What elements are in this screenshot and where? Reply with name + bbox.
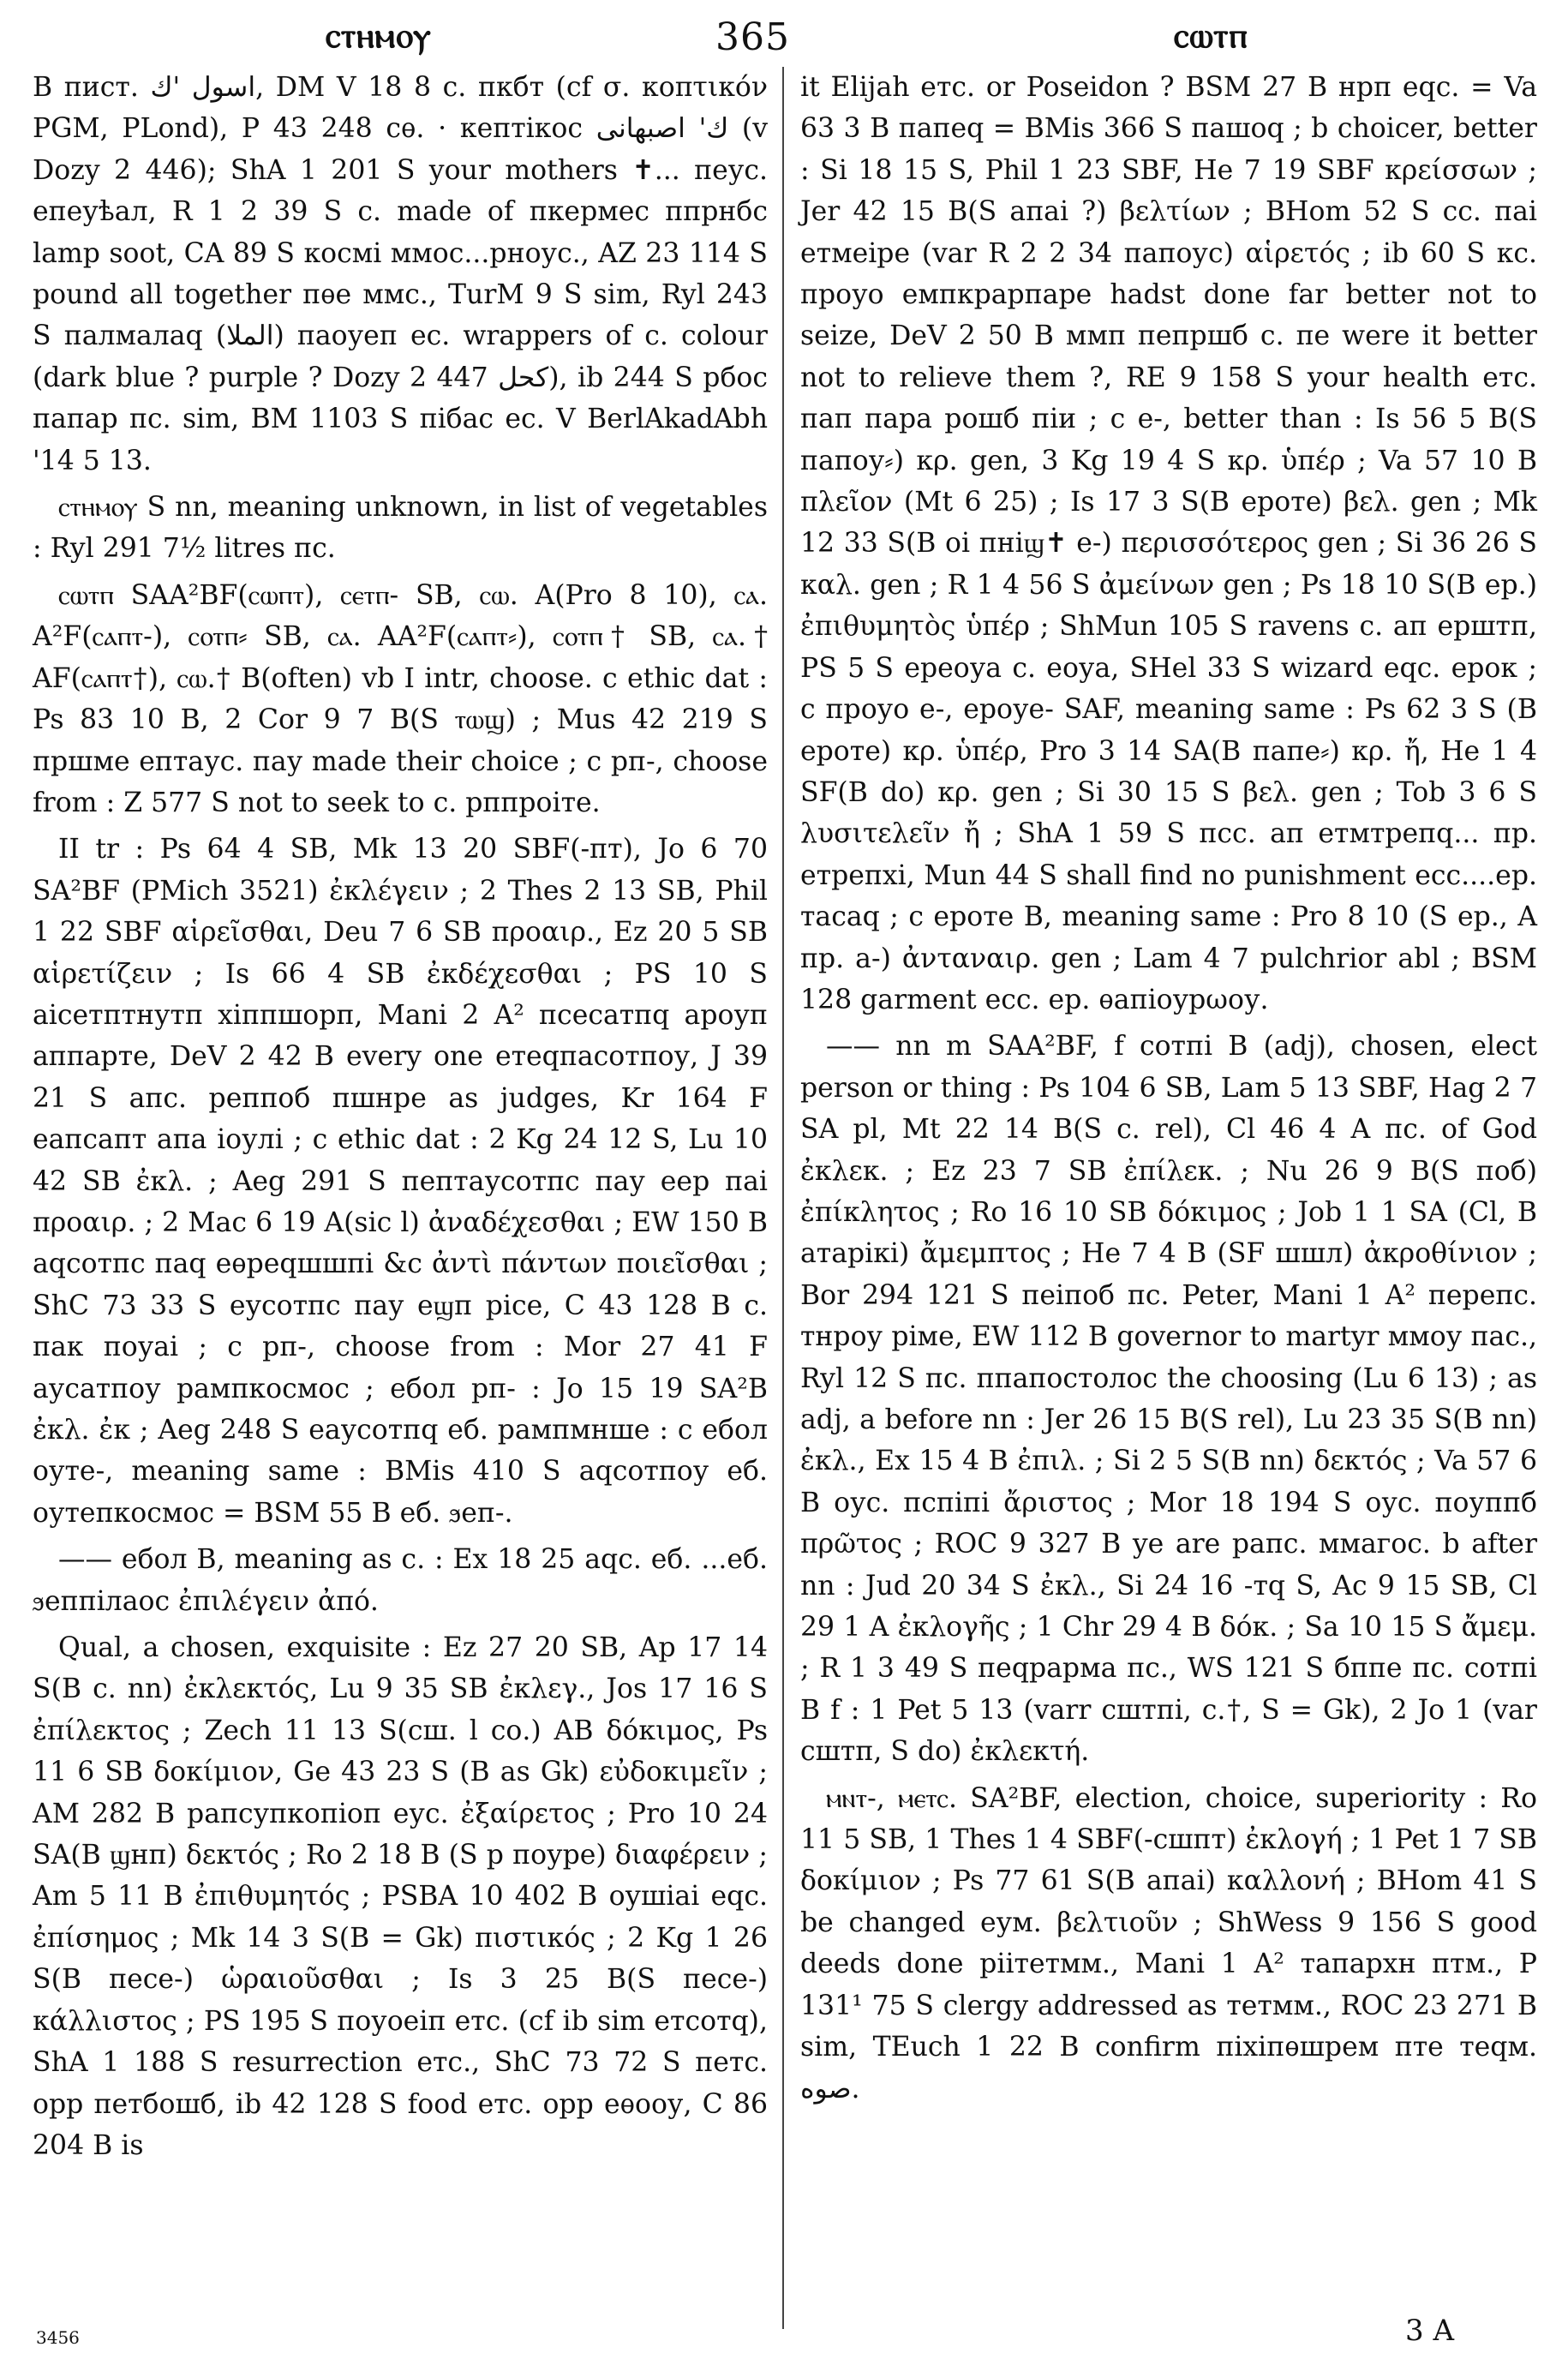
- right-column: [800, 67, 1537, 2115]
- entry-sotp-noun: —— nn m SAA²BF, f сотпі B (adj), chosen, elect person or thing : Ps 104 6 SB, Lam 5 13 SBF, Hag 2 7 SA pl, Mt 22 14 B(S c. rel), Cl 46 4 A пс. of God ἐκλεκ. ; Ez 23 7 SB ἐπίλεκ. ; Nu 26 9 B(S поб) ἐπίκλητος ; Ro 16 10 SB δόκιμος ; Job 1 1 SA (Cl, B атарікі) ἄμεμπτος ; He 7 4 B (SF шшл) ἀκροθίνιον ; Bor 294 121 S пеіпоб пс. Peter, Mani 1 A² перепс. тнроу рімe, EW 112 B governor to martyr ммоу пас., Ryl 12 S пс. ппапостолос the choosing (Lu 6 13) ; as adj, a before nn : Jer 26 15 B(S rel), Lu 23 35 S(B nn) ἐκλ., Ex 15 4 B ἐπιλ. ; Si 2 5 S(B nn) δεκτός ; Va 57 6 B оус. пспіпі ἄριστος ; Mor 18 194 S оус. поуппб πρῶτος ; ROC 9 327 B ye are рапс. ммагос. b after nn : Jud 20 34 S ἐκλ., Si 24 16 -тq S, Ac 9 15 SB, Cl 29 1 A ἐκλογῆς ; 1 Chr 29 4 B δόκ. ; Sa 10 15 S ἄμεμ. ; R 1 3 49 S пеqрарма пс., WS 121 S бппе пс. сотпі B f : 1 Pet 5 13 (varr сштпі, c.†, S = Gk), 2 Jo 1 (var сштп, S do) ἐκλεκτή.: [800, 1031, 1537, 1768]
- printer-signature: 3456: [36, 2327, 80, 2348]
- entry-sotp-qualitative: Qual, a chosen, exquisite : Ez 27 20 SB, Ap 17 14 S(B c. nn) ἐκλεκτός, Lu 9 35 SB ἐκλεγ., Jos 17 16 S ἐπίλεκτος ; Zech 11 13 S(сш. l со.) AB δόκιμος, Ps 11 6 SB δοκίμιον, Ge 43 23 S (B as Gk) εὐδοκιμεῖν ; AM 282 B рапсупкопіоп еус. ἐξαίρετος ; Pro 10 24 SA(B ϣнп) δεκτός ; Ro 2 18 B (S р поуре) διαφέρειν ; Am 5 11 B ἐπιθυμητός ; PSBA 10 402 B оушіаі еqс. ἐπίσημος ; Mk 14 3 S(B = Gk) πιστικός ; 2 Kg 1 26 S(B песе-) ὡραιοῦσθαι ; Is 3 25 B(S песе-) κάλλιστος ; PS 195 S поуоеіп етс. (cf ib sim етсотq), ShA 1 188 S resurrection етс., ShC 73 72 S петс. opp петбошб, ib 42 128 S food етс. opp еѳооу, C 86 204 B is: [33, 1632, 768, 2161]
- entry-metsotp: ⲙⲛⲧ-, ⲙⲉⲧⲥ. SA²BF, election, choice, superiority : Ro 11 5 SB, 1 Thes 1 4 SBF(-сшпт) ἐκλογή ; 1 Pet 1 7 SB δοκίμιον ; Ps 77 61 S(B апаі) καλλονή ; BHom 41 S be changed еум. βελτιοῦν ; ShWess 9 156 S good deeds done ріітетмм., Mani 1 A² тапархн птм., P 131¹ 75 S clergy addressed as тетмм., ROC 23 271 B sim, TEuch 1 22 B confirm піхіпѳшрем пте теqм. صوه.: [800, 1782, 1537, 2105]
- running-head-left: ⲥⲧⲏⲙⲟⲩ: [326, 15, 432, 56]
- entry-qualitative-continued: it Elijah етс. or Poseidon ? BSM 27 B нрп еqс. = Va 63 3 B папеq = BMis 366 S пашоq ; b choicer, better : Si 18 15 S, Phil 1 23 SBF, He 7 19 SBF κρείσσων ; Jer 42 15 B(S апаі ?) βελτίων ; BHom 52 S сс. паі етмеіре (var R 2 2 34 папоус) αἱρετός ; ib 60 S кс. проуо емпкрарпаре hadst done far better not to seize, DeV 2 50 B ммп пепршб c. пе were it better not to relieve them ?, RE 9 158 S your health етс. пап пара рошб піи ; c е-, better than : Is 56 5 B(S папоу⸗) κρ. gen, 3 Kg 19 4 S κρ. ὑπέρ ; Va 57 10 B πλεῖον (Mt 6 25) ; Is 17 3 S(B ероте) βελ. gen ; Mk 12 33 S(B оі пнiϣ✝ е-) περισσότερος gen ; Si 36 26 S καλ. gen ; R 1 4 56 S ἀμείνων gen ; Ps 18 10 S(B ер.) ἐπιθυμητὸς ὑπέρ ; ShMun 105 S ravens c. ап ерштп, PS 5 S ереоуа c. еоуа, SHel 33 S wizard еqс. ерок ; c проуо е-, ероуе- SAF, meaning same : Ps 62 3 S (B ероте) κρ. ὑπέρ, Pro 3 14 SA(B папе⸗) κρ. ἤ, He 1 4 SF(B do) κρ. gen ; Si 30 15 S βελ. gen ; Tob 3 6 S λυσιτελεῖν ἤ ; ShA 1 59 S псс. ап етмтрепq... пр. етрепхі, Mun 44 S shall find no punishment есс....ер. тасаq ; c ероте B, meaning same : Pro 8 10 (S ер., A пр. а-) ἀνταναιρ. gen ; Lam 4 7 pulchrior abl ; BSM 128 garment есс. ер. ѳапіоурωоу.: [800, 72, 1537, 1015]
- entry-sotp-ebol: —— ебол B, meaning as c. : Ex 18 25 аqс. еб. ...еб. ϧеппілаос ἐπιλέγειν ἀπό.: [33, 1544, 768, 1617]
- gathering-mark: 3 A: [1405, 2314, 1454, 2348]
- left-column: [33, 67, 768, 2171]
- entry-continuation: B пист. اسول 'ك, DM V 18 8 c. пкбт (cf σ. κοπτικόν PGM, PLond), P 43 248 сѳ. · кептікос ك' اصبهانى (v Dozy 2 446); ShA 1 201 S your mothers ✝... пеус. епеуѣал, R 1 2 39 S c. made of пкермес ппрнбс lamp soot, CA 89 S космі ммос...рноус., AZ 23 114 S pound all together пѳе ммс., TurM 9 S sim, Ryl 243 S палмалаq (الملا) паоуеп ес. wrappers of c. colour (dark blue ? purple ? Dozy 2 447 كحل), ib 244 S рбос папар пс. sim, BM 1103 S пібас ес. V BerlAkadAbh '14 5 13.: [33, 72, 769, 476]
- entry-sotp-transitive: II tr : Ps 64 4 SB, Mk 13 20 SBF(-пт), Jo 6 70 SA²BF (PMich 3521) ἐκλέγειν ; 2 Thes 2 13 SB, Phil 1 22 SBF αἱρεῖσθαι, Deu 7 6 SB προαιρ., Ez 20 5 SB αἱρετίζειν ; Is 66 4 SB ἐκδέχεσθαι ; PS 10 S аісетптнутп хіппшорп, Mani 2 A² псесатпq ароуп аппарте, DeV 2 42 B every one етеqпасотпоу, J 39 21 S апс. реппоб пшнре as judges, Kr 164 F еапсапт апа іоулі ; c ethic dat : 2 Kg 24 12 S, Lu 10 42 SB ἐκλ. ; Aeg 291 S пептаусотпс пау еер паі προαιρ. ; 2 Mac 6 19 A(sic l) ἀναδέχεσθαι ; EW 150 B аqсотпс паq еѳреqшшпі &c ἀντὶ πάντων ποιεῖσθαι ; ShC 73 33 S еусотпс пау еϣп ріce, C 43 128 B c. пак поуаі ; c рп-, choose from : Mor 27 41 F аусатпоу рампкосмос ; ебол рп- : Jo 15 19 SA²B ἐκλ. ἐκ ; Aeg 248 S еаусотпq еб. рампмнше : c ебол оуте-, meaning same : BMis 410 S аqсотпоу еб. оутепкосмос = BSM 55 B еб. ϧеп-.: [33, 834, 768, 1529]
- entry-stemou: ⲥⲧⲏⲙⲟⲩ S nn, meaning unknown, in list of vegetables : Ryl 291 7½ litres пс.: [33, 492, 768, 565]
- page-number: 365: [715, 15, 790, 59]
- entry-sotp: ⲥⲱⲧⲡ SAA²BF(ⲥⲱⲡⲧ), ⲥⲉⲧⲡ- SB, ⲥⲱ. A(Pro 8 10), ⲥⲁ. A²F(ⲥⲁⲡⲧ-), ⲥⲟⲧⲡ⸗ SB, ⲥⲁ. AA²F(ⲥⲁⲡⲧ⸗), ⲥⲟⲧⲡ† SB, ⲥⲁ.† AF(ⲥⲁⲡⲧ†), ⲥⲱ.† B(often) vb I intr, choose. c ethic dat : Ps 83 10 B, 2 Cor 9 7 B(S ⲧⲱϣ) ; Mus 42 219 S пршме ептаус. пау made their choice ; c рп-, choose from : Z 577 S not to seek to c. рппроіте.: [33, 579, 768, 818]
- running-head-right: ⲥⲱⲧⲡ: [1174, 15, 1248, 56]
- column-divider: [782, 67, 784, 2329]
